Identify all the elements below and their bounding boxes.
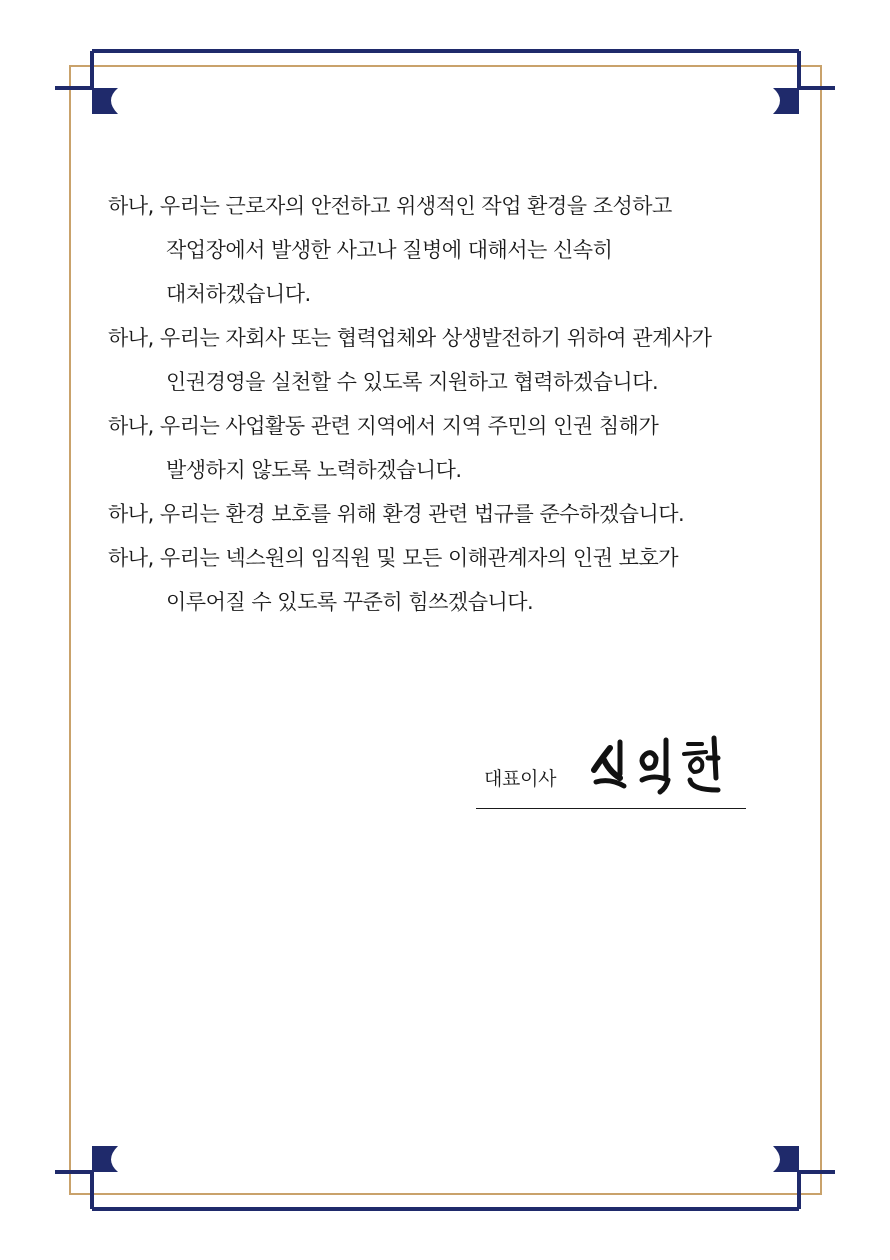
pledge-item bbox=[108, 536, 788, 624]
pledge-item bbox=[108, 184, 788, 316]
corner-connector-br bbox=[799, 1172, 835, 1209]
pledge-item bbox=[108, 316, 788, 404]
signer-title: 대표이사 bbox=[484, 768, 557, 790]
corner-connector-bl bbox=[55, 1172, 92, 1209]
pledge-line: 대처하겠습니다. bbox=[166, 282, 311, 306]
pledge-line: 하나, 우리는 자회사 또는 협력업체와 상생발전하기 위하여 관계사가 bbox=[108, 326, 712, 350]
pledge-line: 하나, 우리는 근로자의 안전하고 위생적인 작업 환경을 조성하고 bbox=[108, 194, 672, 218]
corner-ornament-bl bbox=[92, 1146, 118, 1172]
corner-connector-tl bbox=[55, 51, 92, 88]
pledge-line: 하나, 우리는 넥스원의 임직원 및 모든 이해관계자의 인권 보호가 bbox=[108, 546, 679, 570]
signature-line bbox=[476, 808, 746, 809]
signature-block bbox=[476, 730, 746, 810]
pledge-line: 인권경영을 실천할 수 있도록 지원하고 협력하겠습니다. bbox=[166, 370, 659, 394]
corner-ornament-tr bbox=[773, 88, 799, 114]
pledge-list bbox=[108, 184, 788, 624]
handwritten-signature bbox=[580, 730, 740, 800]
pledge-line: 이루어질 수 있도록 꾸준히 힘쓰겠습니다. bbox=[166, 590, 534, 614]
corner-connector-tr bbox=[799, 51, 835, 88]
corner-ornament-br bbox=[773, 1146, 799, 1172]
pledge-line: 발생하지 않도록 노력하겠습니다. bbox=[166, 458, 462, 482]
pledge-item bbox=[108, 404, 788, 492]
pledge-line: 하나, 우리는 사업활동 관련 지역에서 지역 주민의 인권 침해가 bbox=[108, 414, 659, 438]
corner-ornament-tl bbox=[92, 88, 118, 114]
pledge-line: 작업장에서 발생한 사고나 질병에 대해서는 신속히 bbox=[166, 238, 613, 262]
pledge-line: 하나, 우리는 환경 보호를 위해 환경 관련 법규를 준수하겠습니다. bbox=[108, 502, 685, 526]
pledge-item bbox=[108, 492, 788, 536]
